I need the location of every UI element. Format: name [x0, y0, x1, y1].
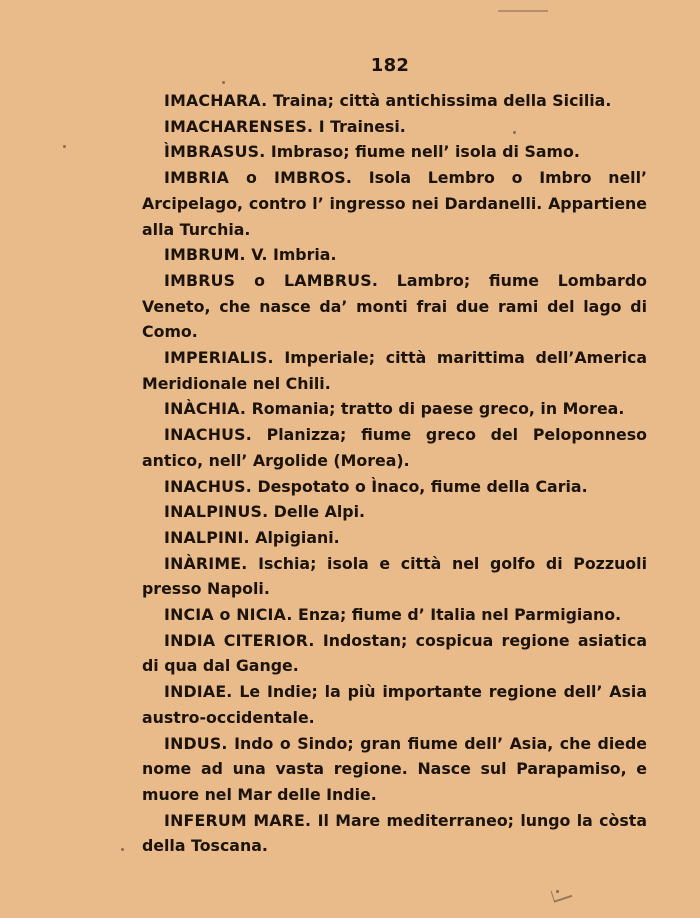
top-ink-mark: [498, 10, 548, 12]
entry-headword: INACHUS.: [164, 476, 252, 496]
entry-headword: INCIA o NICIA.: [164, 605, 293, 625]
dictionary-entry: [142, 268, 647, 345]
ink-speck: [222, 81, 225, 84]
entry-definition: Romania; tratto di paese greco, in Morea.: [251, 399, 625, 419]
entry-definition: Planizza; fiume greco del Peloponneso antico, nell’ Argolide (Morea).: [142, 425, 647, 470]
dictionary-entry: [142, 345, 647, 396]
entry-definition: V. Imbria.: [251, 245, 337, 265]
dictionary-entry: [142, 679, 647, 730]
entry-definition: Lambro; fiume Lombardo Veneto, che nasce da’ monti frai due rami del lago di Como.: [142, 270, 647, 342]
entry-headword: IMACHARENSES.: [164, 116, 314, 136]
entry-headword: IMBRIA o IMBROS.: [164, 168, 353, 188]
entry-definition: Indostan; cospicua regione asiatica di qua dal Gange.: [142, 630, 647, 676]
entry-list: [142, 88, 647, 859]
entry-headword: IMBRUM.: [164, 245, 246, 265]
page-number: 182: [370, 55, 410, 76]
entry-definition: Traina; città antichissima della Sicilia.: [272, 91, 612, 110]
dictionary-entry: [142, 808, 647, 859]
entry-definition: Delle Alpi.: [273, 502, 366, 522]
entry-definition: Alpigiani.: [255, 527, 340, 547]
entry-definition: Imbraso; fiume nell’ isola di Samo.: [270, 142, 580, 162]
dictionary-entry: [142, 114, 647, 140]
entry-headword: IMPERIALIS.: [164, 348, 274, 368]
entry-headword: INDIAE.: [164, 682, 233, 702]
entry-headword: INÀRIME.: [164, 553, 248, 573]
entry-headword: INFERUM MARE.: [164, 810, 312, 830]
entry-headword: INALPINI.: [164, 527, 250, 547]
dictionary-entry: [142, 525, 647, 551]
entry-definition: Imperiale; città marittima dell’America Meridionale nel Chili.: [142, 348, 648, 393]
entry-definition: Le Indie; la più importante regione dell’ Asia austro-occidentale.: [142, 682, 648, 727]
entry-headword: IMBRUS o LAMBRUS.: [164, 270, 379, 290]
dictionary-entry: [142, 628, 647, 679]
entry-definition: Isola Lembro o Imbro nell’ Arcipelago, contro l’ ingresso nei Dardanelli. Appartiene alla Turchia.: [142, 168, 648, 239]
dictionary-entry: [142, 499, 647, 525]
entry-definition: Ischia; isola e città nel golfo di Pozzuoli presso Napoli.: [142, 553, 647, 599]
dictionary-entry: [142, 602, 647, 628]
entry-headword: ÌMBRASUS.: [164, 142, 266, 162]
dictionary-entry: [142, 551, 647, 602]
dictionary-entry: [142, 396, 647, 422]
dictionary-entry: [142, 242, 647, 268]
entry-headword: IMACHARA.: [164, 91, 268, 110]
entry-headword: INDIA CITERIOR.: [164, 630, 315, 650]
entry-definition: Despotato o Ìnaco, fiume della Caria.: [257, 476, 588, 496]
entry-headword: INÀCHIA.: [164, 399, 247, 419]
ink-corner-mark: [551, 885, 573, 902]
entry-definition: Indo o Sindo; gran fiume dell’ Asia, che diede nome ad una vasta regione. Nasce sul Parapamiso, e muore nel Mar delle Indie.: [142, 733, 648, 804]
entry-headword: INALPINUS.: [164, 502, 269, 522]
dictionary-entry: [142, 165, 647, 242]
entry-definition: Il Mare mediterraneo; lungo la còsta della Toscana.: [142, 810, 647, 856]
dictionary-entry: [142, 422, 647, 473]
dictionary-entry: [142, 731, 647, 808]
ink-speck: [121, 848, 124, 851]
entry-definition: Enza; fiume d’ Italia nel Parmigiano.: [298, 605, 622, 625]
dictionary-entry: [142, 474, 647, 500]
entry-headword: INACHUS.: [164, 425, 252, 445]
ink-speck: [63, 145, 66, 148]
entry-definition: I Trainesi.: [318, 116, 406, 136]
entry-headword: INDUS.: [164, 733, 228, 753]
dictionary-entry: [142, 88, 647, 114]
dictionary-entry: [142, 139, 647, 165]
